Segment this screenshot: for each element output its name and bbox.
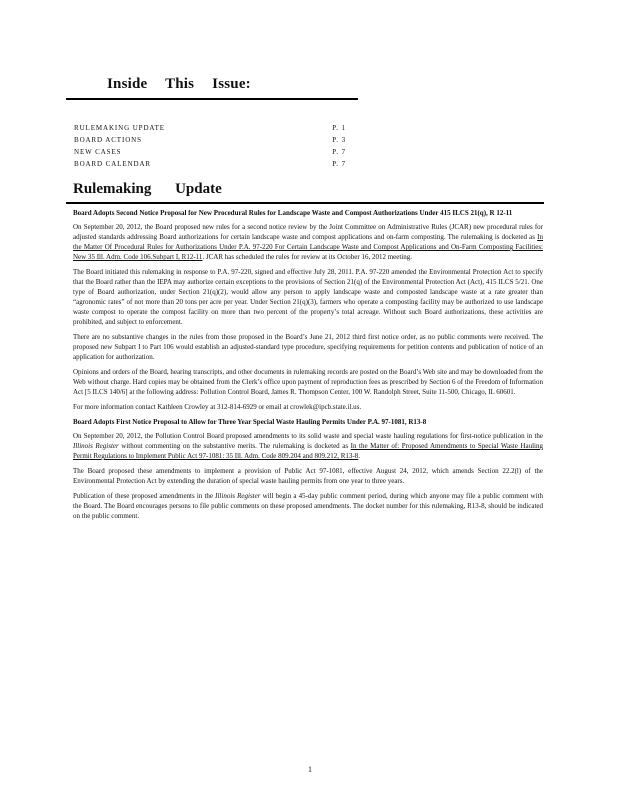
toc-label: RULEMAKING UPDATE [74, 124, 165, 132]
toc-page: P. 7 [332, 148, 346, 156]
docket-link-r13-8[interactable]: In the Matter of: Proposed Amendments to Special Waste Hauling Permit Regulations to Implement Public Act 97-1081: 35 Ill. Adm. Code 809.204 and 809.212, R13-8 [73, 442, 543, 460]
toc-label: BOARD CALENDAR [74, 160, 151, 168]
text-run: Publication of these proposed amendments in the [73, 492, 216, 500]
article1-paragraph-2: The Board initiated this rulemaking in response to P.A. 97-220, signed and effective July 28, 2011. P.A. 97-220 amended the Environmental Protection Act to specify that the Board rather than the IEPA may authorize certain exceptions to the provisions of Section 21(q) of the Environmental Protection Act (Act), 415 ILCS 5/21. One type of Board authorization, under Section 21(q)(2), would allow any person to apply landscape waste and composted landscape waste at a rate greater than “agronomic rates” of not more than 20 tons per acre per year. Under Section 21(q)(3), farmers who operate a composting facility may be authorized to use landscape waste compost to operate the compost facility on more than two percent of the property’s total acreage. Without such Board authorizations, these activities are prohibited, and subject to enforcement. [73, 268, 543, 326]
text-run: On September 20, 2012, the Pollution Control Board proposed amendments to its solid waste and special waste hauling regulations for first-notice publication in the [73, 432, 543, 440]
text-run: . [358, 452, 360, 460]
page-number: 1 [308, 765, 312, 774]
text-run: will begin a 45-day public comment period, during which anyone may file a public comment with the Board. The Board encourages persons to file public comments on these proposed amendments. The docket number for this rulemaking, R13-8, should be indicated on the public comment. [73, 492, 543, 520]
article2-paragraph-3 [73, 491, 543, 521]
section-title: Rulemaking Update [73, 181, 222, 197]
article2-paragraph-1 [73, 431, 543, 461]
toc-label: BOARD ACTIONS [74, 136, 142, 144]
article1-heading: Board Adopts Second Notice Proposal for New Procedural Rules for Landscape Waste and Compost Authorizations Under 415 ILCS 21(q), R 12-11 [73, 209, 513, 217]
toc-page: P. 3 [332, 136, 346, 144]
text-run: . JCAR has scheduled the rules for review at its October 16, 2012 meeting. [202, 253, 412, 261]
article1-paragraph-1 [73, 222, 543, 262]
publication-name: Illinois Register [215, 492, 261, 500]
article1-contact: For more information contact Kathleen Crowley at 312-814-6929 or email at crowlek@ipcb.state.il.us. [73, 403, 362, 411]
article2-paragraph-2: The Board proposed these amendments to implement a provision of Public Act 97-1081, effective August 24, 2012, which amends Section 22.2(l) of the Environmental Protection Act by extending the duration of special waste hauling permits from one year to three years. [73, 467, 543, 485]
toc-row-rulemaking-update[interactable] [74, 122, 346, 134]
toc-label: NEW CASES [74, 148, 122, 156]
toc-page: P. 7 [332, 160, 346, 168]
toc-row-new-cases[interactable] [74, 146, 346, 158]
docket-link-r12-11[interactable]: In the Matter Of Procedural Rules for Authorizations Under P.A. 97-220 For Certain Landscape Waste and Compost Applications and On-Farm Composting Facilities: New 35 Ill. Adm. Code 106.Subpart I, R12-11 [73, 233, 543, 261]
inside-this-issue-title: Inside This Issue: [107, 76, 251, 92]
article2-heading: Board Adopts First Notice Proposal to Allow for Three Year Special Waste Hauling Permits Under P.A. 97-1081, R13-8 [73, 418, 427, 426]
article1-paragraph-3: There are no substantive changes in the rules from those proposed in the Board’s June 21, 2012 third first notice order, as no public comments were received. The proposed new Subpart I to Part 106 would establish an adjusted-standard type procedure, specifying requirements for petition contents and publication of notice of an application for authorization. [73, 333, 543, 361]
text-run: On September 20, 2012, the Board proposed new rules for a second notice review by the Joint Committee on Administrative Rules (JCAR) new procedural rules for adjusted standards addressing Board authorizations for certain landscape waste and compost applications and on-farm composting. The rulemaking is docketed as [73, 223, 543, 241]
toc-row-board-actions[interactable] [74, 134, 346, 146]
toc-page: P. 1 [332, 124, 346, 132]
article-body [73, 208, 543, 526]
toc-row-board-calendar[interactable] [74, 158, 346, 170]
article1-paragraph-4: Opinions and orders of the Board, hearing transcripts, and other documents in rulemaking records are posted on the Board’s Web site and may be downloaded from the Web without charge. Hard copies may be obtained from the Clerk’s office upon payment of reproduction fees as prescribed by Section 6 of the Freedom of Information Act [5 ILCS 140/6] at the following address: Pollution Control Board, James R. Thompson Center, 100 W. Randolph Street, Suite 11-500, Chicago, IL 60601. [73, 368, 543, 396]
inside-title-rule [66, 98, 358, 100]
text-run: without commenting on the substantive merits. The rulemaking is docketed as [118, 442, 351, 450]
publication-name: Illinois Register [73, 442, 119, 450]
section-title-rule [66, 202, 544, 204]
table-of-contents [74, 122, 346, 170]
